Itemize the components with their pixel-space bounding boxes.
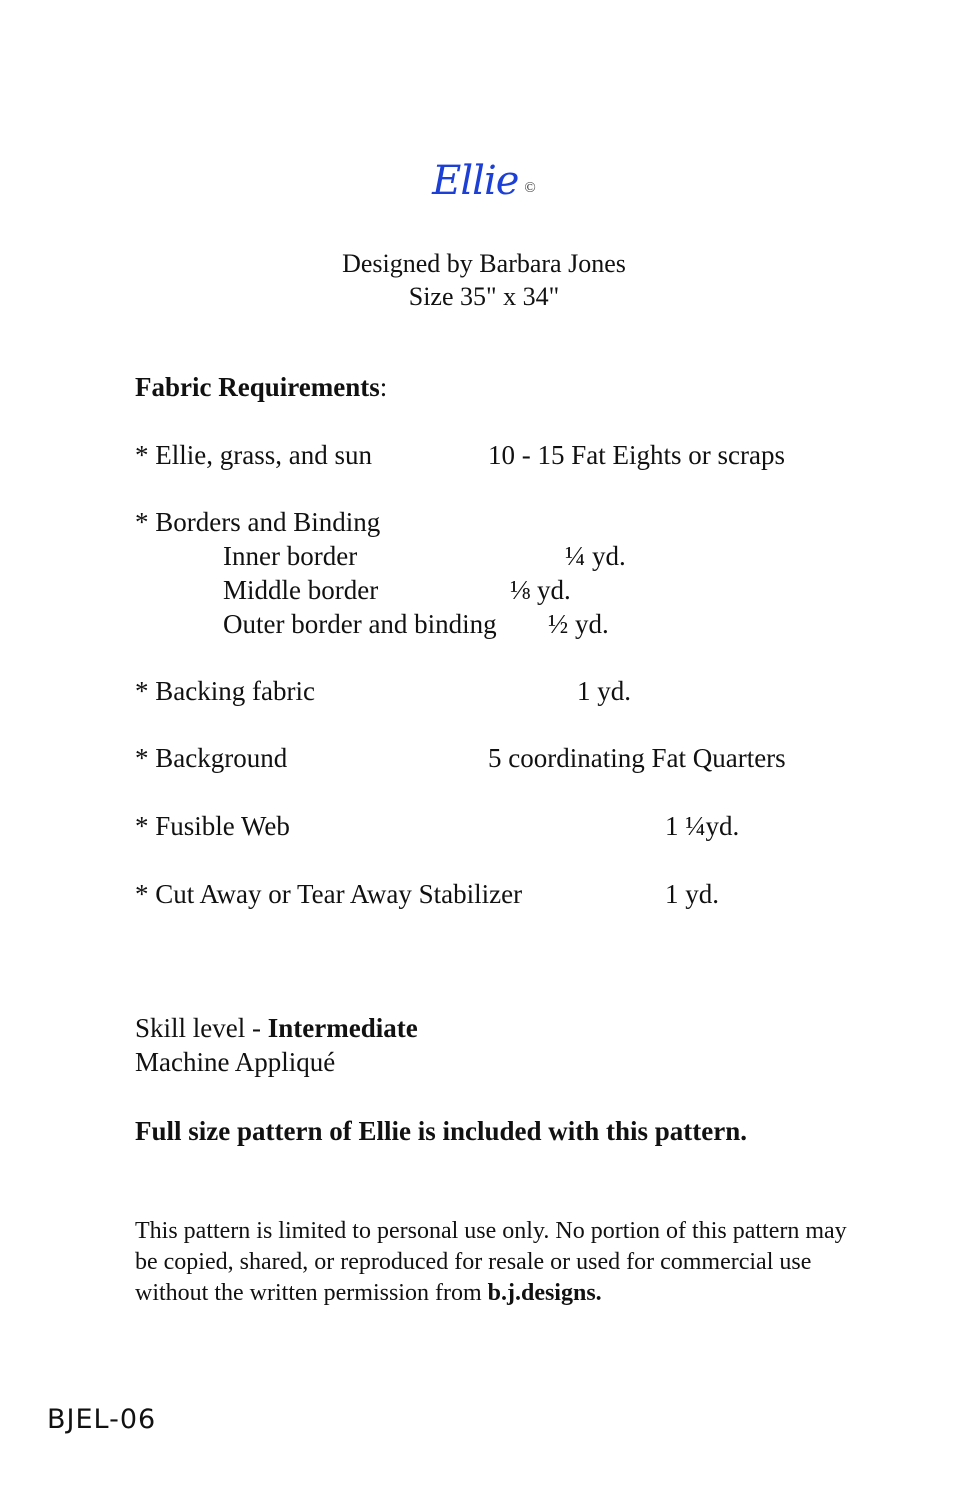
fabric-subitem-label: Outer border and binding	[223, 609, 497, 639]
company-name: b.j.designs.	[487, 1280, 602, 1306]
fabric-item-label: * Fusible Web	[135, 811, 290, 841]
copyright-mark: ©	[524, 180, 536, 196]
usage-notice	[135, 1216, 875, 1309]
technique: Machine Appliqué	[135, 1047, 336, 1077]
skill-level-prefix: Skill level -	[135, 1013, 268, 1043]
designer-line: Designed by Barbara Jones	[342, 249, 626, 278]
title-text: Ellie	[432, 158, 519, 204]
fabric-item-qty: 1 yd.	[665, 879, 719, 909]
fabric-subitem-qty: ½ yd.	[548, 609, 609, 639]
fabric-item-label: * Background	[135, 743, 288, 773]
size-line: Size 35" x 34"	[408, 282, 560, 311]
fabric-item-label: * Backing fabric	[135, 676, 315, 706]
fabric-item-label: * Cut Away or Tear Away Stabilizer	[135, 879, 523, 909]
fabric-heading	[135, 372, 387, 403]
fabric-heading-text: Fabric Requirements	[135, 372, 380, 402]
fabric-item-qty: 5 coordinating Fat Quarters	[488, 743, 786, 773]
fabric-item-qty: 10 - 15 Fat Eights or scraps	[488, 440, 785, 470]
fabric-item-qty: 1 yd.	[577, 676, 631, 706]
fabric-item-label: * Ellie, grass, and sun	[135, 440, 372, 470]
usage-notice-text: This pattern is limited to personal use only. No portion of this pattern may be copied, shared, or reproduced for resale or used for commercial use without the written permission from	[135, 1218, 847, 1306]
included-note: Full size pattern of Ellie is included with this pattern.	[135, 1116, 748, 1146]
product-code: BJEL-06	[47, 1404, 157, 1435]
skill-level	[135, 1013, 418, 1044]
fabric-subitem-qty: ⅛ yd.	[510, 575, 571, 605]
pattern-title	[0, 158, 968, 204]
fabric-item-qty: 1 ¼yd.	[665, 811, 740, 841]
fabric-subitem-qty: ¼ yd.	[565, 541, 626, 571]
fabric-heading-colon: :	[379, 372, 388, 402]
fabric-item-label: * Borders and Binding	[135, 507, 381, 537]
fabric-subitem-label: Inner border	[223, 541, 358, 571]
fabric-subitem-label: Middle border	[223, 575, 379, 605]
skill-level-value: Intermediate	[267, 1013, 418, 1043]
